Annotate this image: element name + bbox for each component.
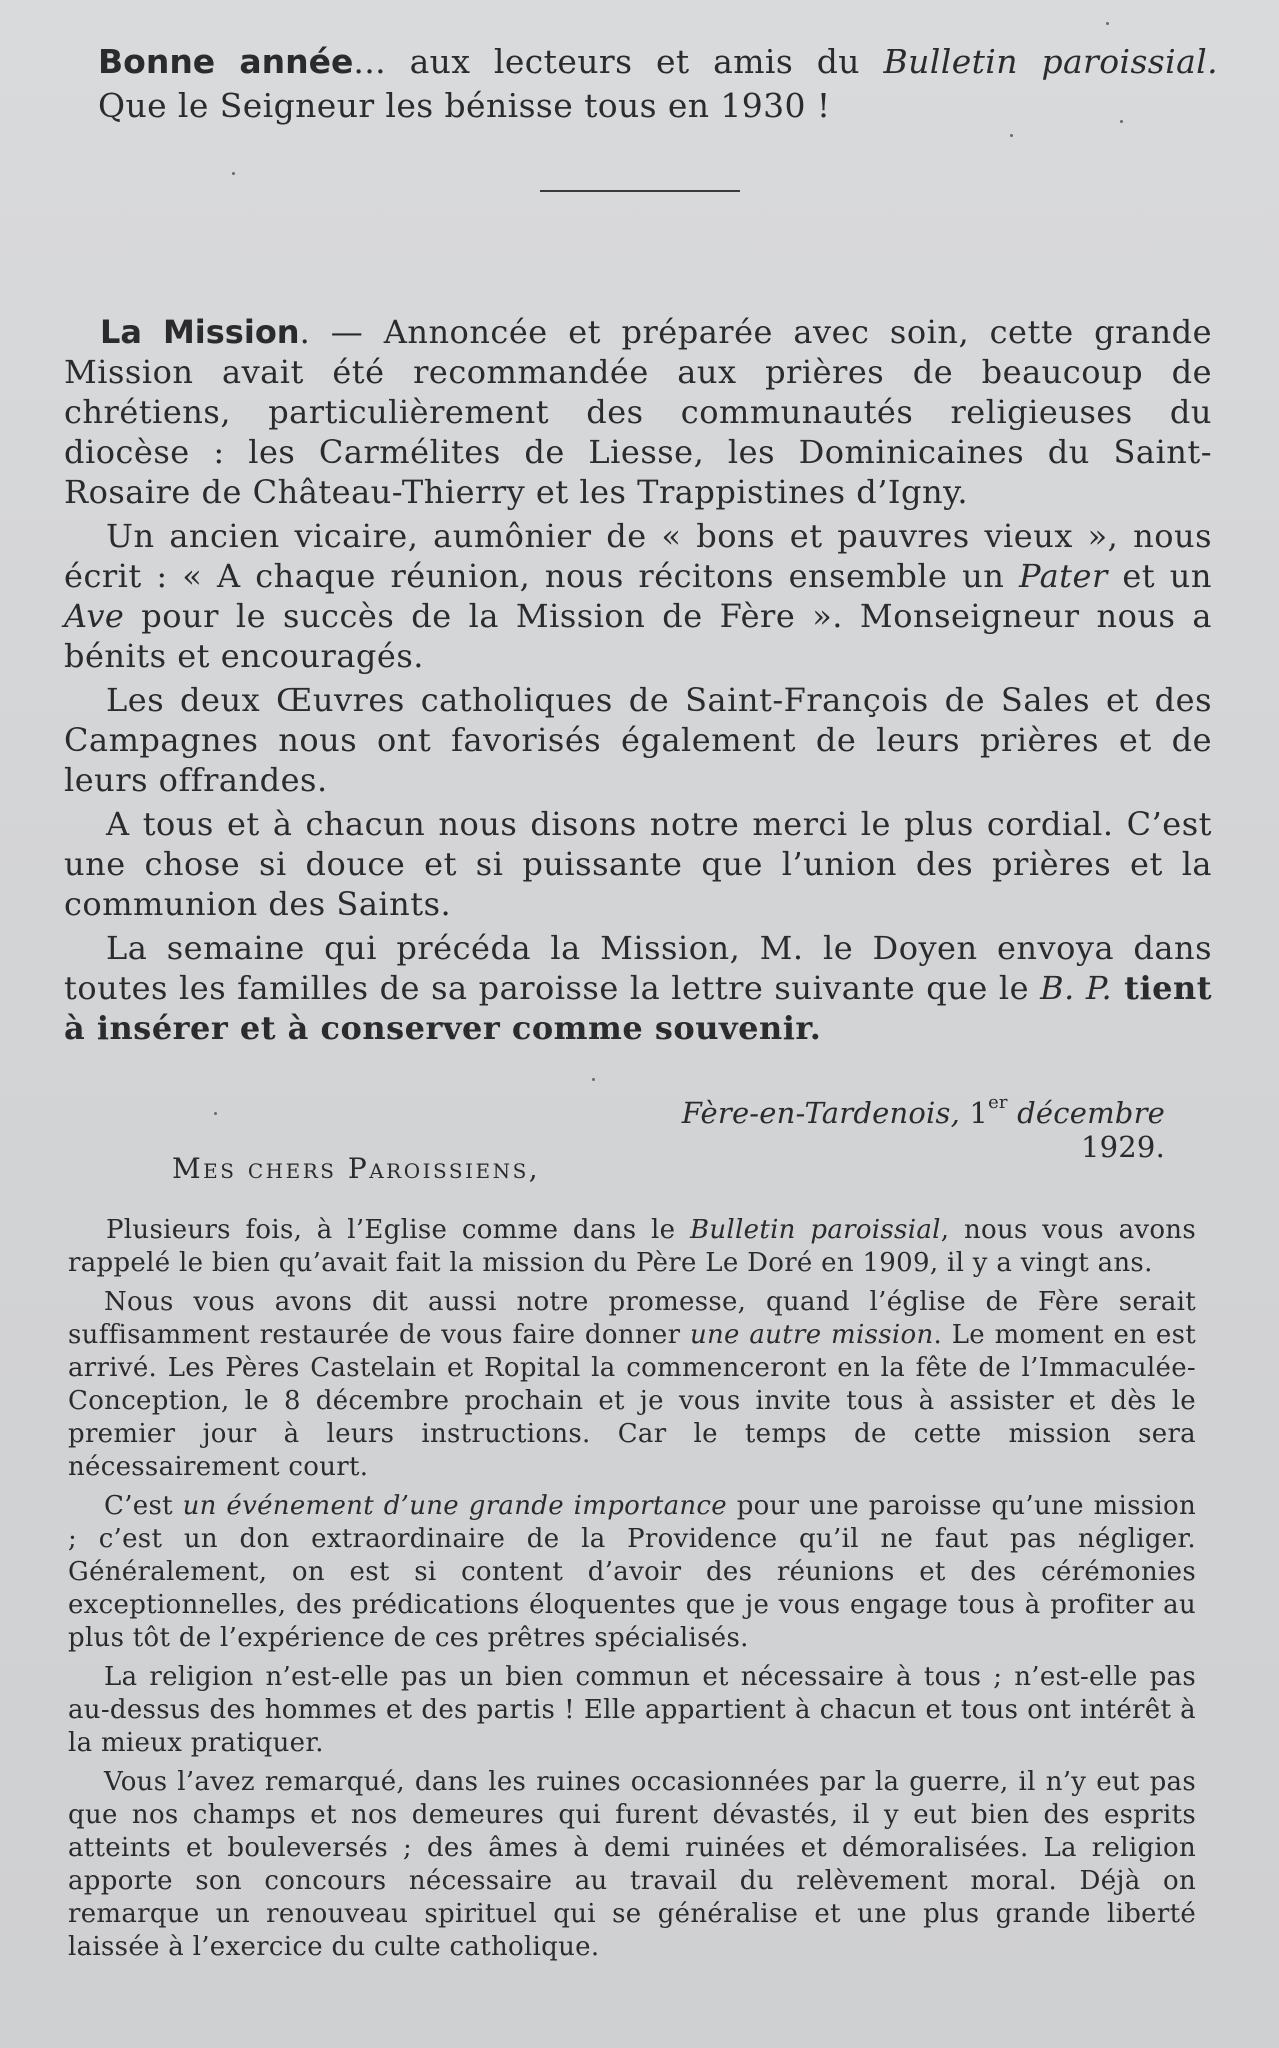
greeting-bulletin-title: Bulletin paroissial. [883,42,1218,81]
mission-paragraph-2-text-c: pour le succès de la Mission de Fère ». Monseigneur nous a bénits et encouragés. [64,597,1212,675]
letter-dateline [600,1092,1165,1164]
letter-paragraph-3-text-b: pour une paroisse qu’une mission ; c’est un don extraordinaire de la Providence qu’il ne faut pas négliger. Généralement, on est si content d’avoir des réunions et des cérémonies exceptionnelles, des prédications éloquentes que je vous engage tous à profiter au plus tôt de l’expérience de ces prêtres spécialisés. [68,1491,1196,1653]
letter-paragraph-1-text-a: Plusieurs fois, à l’Eglise comme dans le [106,1215,690,1245]
paper-speck [1120,120,1123,123]
letter-paragraph-3-italic: un événement d’une grande importance [182,1491,727,1521]
mission-ave: Ave [64,597,125,635]
paper-speck [592,1078,595,1081]
mission-paragraph-5 [64,928,1212,1048]
new-year-greeting [98,40,1218,128]
mission-pater: Pater [1018,557,1108,595]
letter-year: 1929. [1080,1130,1165,1164]
mission-paragraph-1-text: . — Annoncée et préparée avec soin, cette grande Mission avait été recommandée aux prières de beaucoup de chrétiens, particulièrement des communautés religieuses du diocèse : les Carmélites de Liesse, les Dominicaines du Saint-Rosaire de Château-Thierry et les Trappistines d’Igny. [64,313,1212,511]
letter-bulletin-title: Bulletin paroissial [689,1215,941,1245]
section-separator [540,190,740,192]
paper-speck [1010,134,1013,137]
paper-speck [1106,22,1109,25]
mission-article [64,312,1212,1048]
letter-paragraph-3 [68,1490,1196,1655]
letter-paragraph-3-text-a: C’est [104,1491,183,1521]
mission-paragraph-2 [64,516,1212,676]
letter-month: décembre [1017,1096,1165,1130]
mission-paragraph-3: Les deux Œuvres catholiques de Saint-François de Sales et des Campagnes nous ont favorisés également de leurs prières et de leurs offrandes. [64,681,1212,799]
greeting-line-2: Que le Seigneur les bénisse tous en 1930 ! [98,86,831,125]
mission-paragraph-1 [64,312,1212,512]
mission-paragraph-2-text-b: et un [1107,557,1213,595]
letter-day-suffix: er [988,1092,1008,1113]
paper-speck [232,172,235,175]
letter-paragraph-2-text-b: . Le moment en est arrivé. Les Pères Castelain et Ropital la commenceront en la fête de l’Immaculée-Conception, le 8 décembre prochain et je vous invite tous à assister et dès le premier jour à leurs instructions. Car le temps de cette mission sera nécessairement court. [68,1320,1197,1482]
mission-paragraph-5-text-b: tient à insérer et à conserver comme souvenir. [64,969,1213,1047]
paper-speck [214,1112,217,1115]
greeting-bold-lead: Bonne année [98,42,354,81]
mission-paragraph-4: A tous et à chacun nous disons notre merci le plus cordial. C’est une chose si douce et si puissante que l’union des prières et la communion des Saints. [64,805,1212,923]
letter-paragraph-4: La religion n’est-elle pas un bien commun et nécessaire à tous ; n’est-elle pas au-dessus des hommes et des partis ! Elle appartient à chacun et tous ont intérêt à la mieux pratiquer. [68,1662,1196,1758]
mission-bp-abbrev: B. P. [1040,969,1113,1007]
letter-paragraph-1-text-b: , nous vous avons rappelé le bien qu’avait fait la mission du Père Le Doré en 1909, il y a vingt ans. [68,1215,1196,1278]
mission-paragraph-5-text-a: La semaine qui précéda la Mission, M. le Doyen envoya dans toutes les familles de sa paroisse la lettre suivante que le [64,929,1212,1007]
letter-paragraph-1 [68,1214,1196,1280]
letter-paragraph-2-text-a: Nous vous avons dit aussi notre promesse, quand l’église de Fère serait suffisamment restaurée de vous faire donner [68,1287,1196,1350]
mission-paragraph-2-text-a: Un ancien vicaire, aumônier de « bons et pauvres vieux », nous écrit : « A chaque réunion, nous récitons ensemble un [64,517,1212,595]
greeting-line-1 [98,40,1218,84]
letter-salutation: Mes chers Paroissiens, [172,1152,541,1185]
letter-paragraph-2-italic: une autre mission [689,1320,934,1350]
letter-paragraph-5: Vous l’avez remarqué, dans les ruines occasionnées par la guerre, il n’y eut pas que nos champs et nos demeures qui furent dévastés, il y eut bien des esprits atteints et bouleversés ; des âmes à demi ruinées et démoralisées. La religion apporte son concours nécessaire au travail du relèvement moral. Déjà on remarque un renouveau spirituel qui se généralise et une plus grande liberté laissée à l’exercice du culte catholique. [68,1767,1196,1962]
letter-day: 1 [969,1096,989,1130]
letter-place: Fère-en-Tardenois, [681,1096,960,1130]
letter-body [68,1214,1196,1970]
mission-heading: La Mission [100,313,300,351]
letter-paragraph-2 [68,1286,1196,1484]
greeting-line-1-text: ... aux lecteurs et amis du [353,42,884,81]
